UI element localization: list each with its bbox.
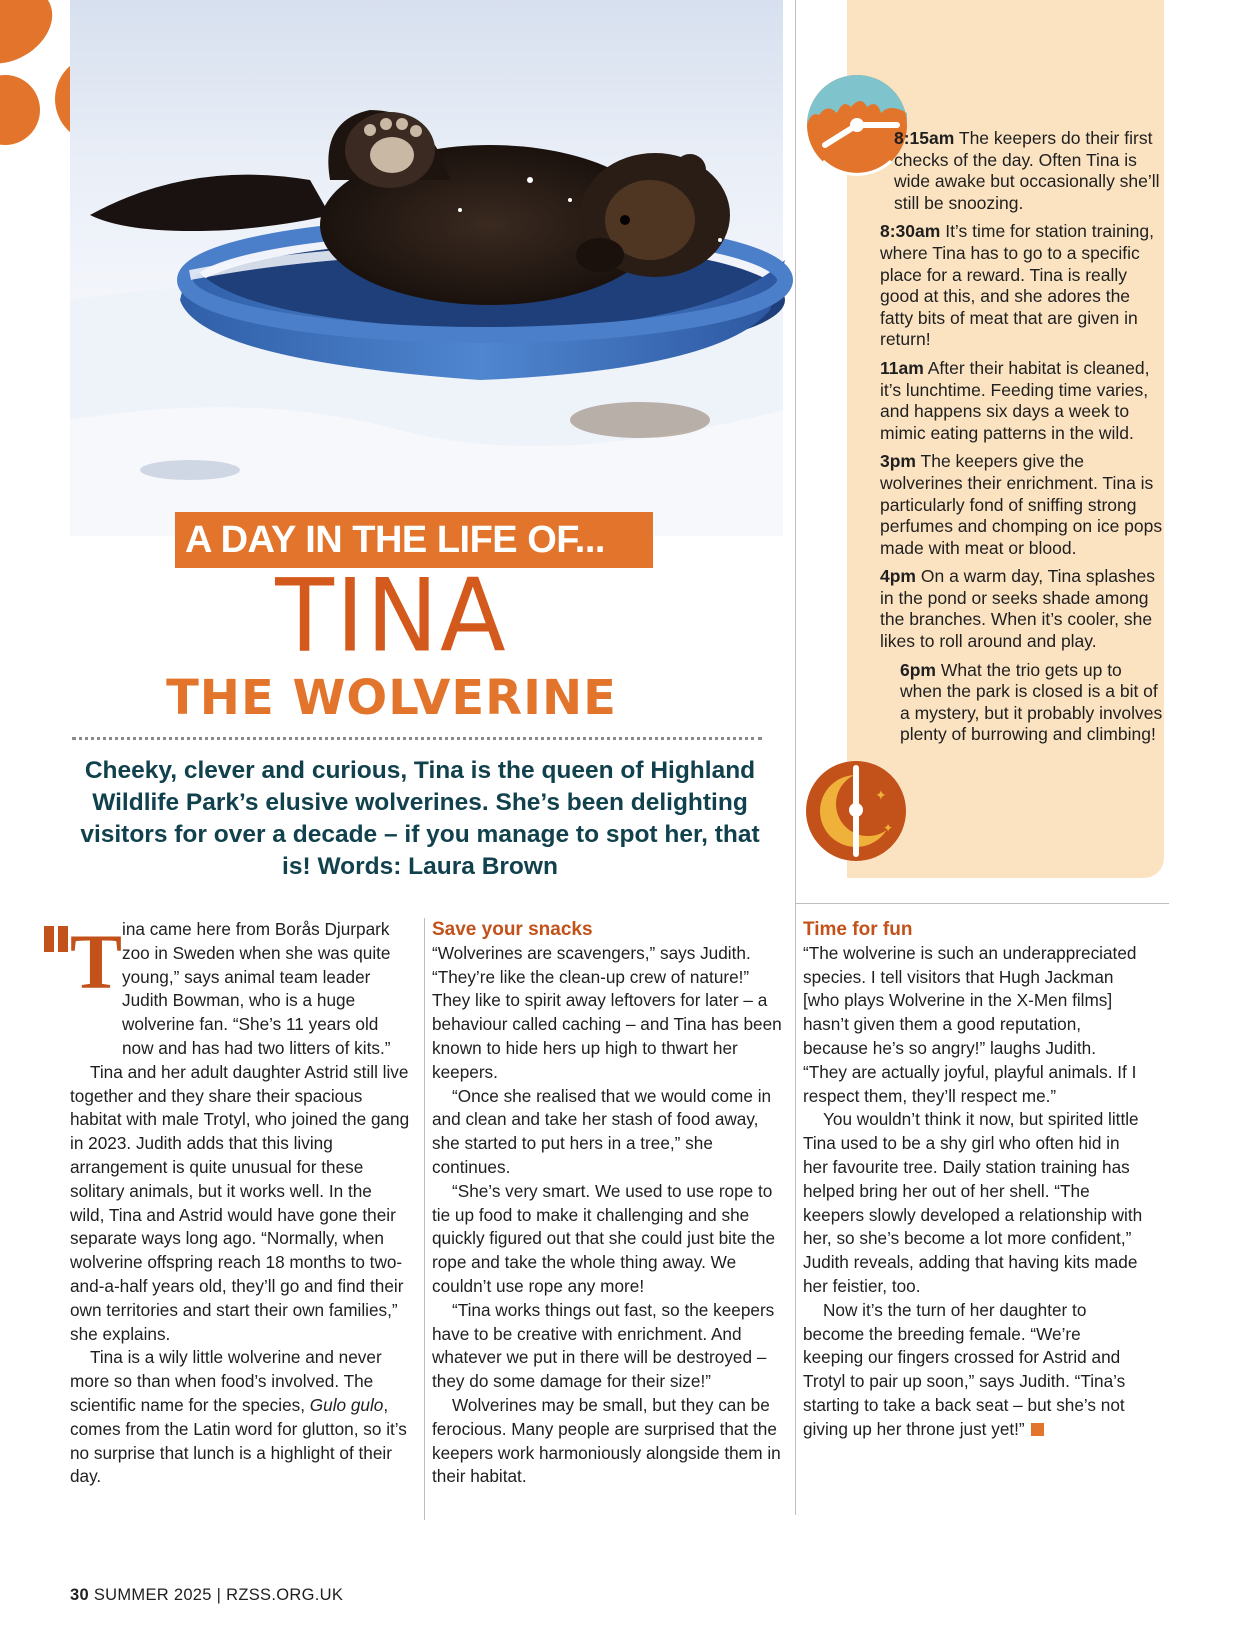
body-column-1 [70, 918, 410, 1489]
timeline-entry [880, 221, 1165, 351]
dotted-divider [72, 737, 762, 740]
timeline [880, 128, 1165, 753]
page-number: 30 [70, 1586, 89, 1604]
timeline-text: After their habitat is cleaned, it’s lunchtime. Feeding time varies, and happens six days a week to mimic eating patterns in the wild. [880, 357, 1150, 443]
column-divider [424, 918, 425, 1520]
timeline-text: The keepers give the wolverines their enrichment. Tina is particularly fond of sniffing strong perfumes and chomping on ice pops made with meat or blood. [880, 451, 1163, 558]
page-footer [70, 1586, 343, 1605]
body-column-3 [803, 918, 1143, 1442]
paragraph [803, 1299, 1143, 1442]
timeline-entry [880, 128, 1165, 214]
paragraph [70, 918, 410, 1061]
timeline-entry [880, 660, 1165, 746]
footer-separator: | [216, 1586, 222, 1604]
paragraph-text: Now it’s the turn of her daughter to become the breeding female. “We’re keeping our fingers crossed for Astrid and Trotyl to pair up soon,” says Judith. “Tina’s starting to take a back seat – but she’s not giving up her throne just yet!” [803, 1299, 1126, 1439]
timeline-text: The keepers do their first checks of the day. Often Tina is wide awake but occasionally she’ll still be snoozing. [894, 128, 1160, 213]
paragraph: You wouldn’t think it now, but spirited little Tina used to be a shy girl who often hid in her favourite tree. Daily station training has helped bring her out of her shell. “The keepers slowly developed a relationship with her, so she’s become a lot more confident,” Judith reveals, adding that having kits made her feistier, too. [803, 1109, 1143, 1296]
timeline-time: 3pm [880, 451, 916, 472]
timeline-time: 8:30am [880, 221, 941, 242]
moon-clock-icon [805, 760, 907, 862]
paragraph-text: Tina is a wily little wolverine and never more so than when food’s involved. The scientific name for the species, [70, 1347, 382, 1415]
page-title: TINA [275, 557, 508, 675]
timeline-time: 6pm [900, 659, 936, 680]
paragraph-text: , comes from the Latin word for glutton, so it’s no surprise that lunch is a highlight of their day. [70, 1394, 407, 1487]
timeline-time: 11am [880, 357, 924, 378]
paragraph: Wolverines may be small, but they can be ferocious. Many people are surprised that the keepers work harmoniously alongside them in their habitat. [432, 1394, 781, 1487]
paragraph: Tina and her adult daughter Astrid still live together and they share their spacious habitat with male Trotyl, who joined the gang in 2023. Judith adds that this living arrangement is quite unusual for these solitary animals, but it works well. In the wild, Tina and Astrid would have gone their separate ways long ago. “Normally, when wolverine offspring reach 18 months to two-and-a-half years old, they’ll go and find their own territories and start their own families,” she explains. [70, 1061, 410, 1344]
paragraph: “Wolverines are scavengers,” says Judith. “They’re like the clean-up crew of nature!” They like to spirit away leftovers for later – a behaviour called caching – and Tina has been known to hide hers up high to thwart her keepers. [432, 942, 782, 1082]
column-divider [795, 0, 796, 1515]
svg-text:✦: ✦ [883, 821, 894, 835]
section-heading: Save your snacks [432, 919, 593, 940]
issue-label: SUMMER 2025 [93, 1586, 212, 1604]
paragraph: “Once she realised that we would come in and clean and take her stash of food away, she started to put hers in a tree,” she continues. [432, 1085, 772, 1177]
timeline-time: 8:15am [894, 128, 955, 148]
timeline-text: On a warm day, Tina splashes in the pond or seeks shade among the branches. When it’s cooler, she likes to roll around and play. [880, 566, 1155, 652]
wolverine-photo [70, 0, 783, 536]
sidebar-divider [795, 903, 1169, 904]
end-mark-icon [1031, 1423, 1044, 1436]
paragraph: “The wolverine is such an underappreciated species. I tell visitors that Hugh Jackman [who plays Wolverine in the X-Men films] hasn’t given them a good reputation, because he’s so angry!” laughs Judith. “They are actually joyful, playful animals. If I respect them, they’ll respect me.” [803, 942, 1137, 1106]
paragraph: “She’s very smart. We used to use rope to tie up food to make it challenging and she quickly figured out that she could just bite the rope and take the whole thing away. We couldn’t use rope any more! [432, 1180, 776, 1296]
timeline-time: 4pm [880, 566, 916, 587]
timeline-entry [880, 566, 1165, 652]
section-heading: Time for fun [803, 919, 913, 940]
timeline-text: It’s time for station training, where Tina has to go to a specific place for a reward. Tina is really good at this, and she adores the fatty bits of meat that are given in return! [880, 221, 1154, 350]
timeline-text: What the trio gets up to when the park is closed is a bit of a mystery, but it probably involves plenty of burrowing and climbing! [900, 659, 1163, 745]
svg-text:✦: ✦ [875, 788, 887, 804]
drop-cap-letter: T [70, 918, 123, 1005]
body-column-2 [432, 918, 782, 1489]
timeline-entry [880, 451, 1165, 559]
website-link[interactable]: RZSS.ORG.UK [226, 1586, 344, 1604]
page-subtitle: THE WOLVERINE [166, 670, 617, 726]
section-banner: A DAY IN THE LIFE OF... [175, 512, 653, 568]
species-name: Gulo gulo [309, 1394, 384, 1415]
paragraph: “Tina works things out fast, so the keepers have to be creative with enrichment. And whatever we put in there will be destroyed – they do some damage for their size!” [432, 1299, 775, 1392]
timeline-entry [880, 358, 1165, 444]
paragraph [70, 1346, 410, 1489]
standfirst: Cheeky, clever and curious, Tina is the queen of Highland Wildlife Park’s elusive wolverines. She’s been delighting visitors for over a decade – if you manage to spot her, that is! Words: Laura Brown [80, 757, 760, 880]
paragraph-text: ina came here from Borås Djurpark zoo in Sweden when she was quite young,” says animal team leader Judith Bowman, who is a huge wolverine fan. “She’s 11 years old now and has had two litters of kits.” [122, 919, 391, 1058]
